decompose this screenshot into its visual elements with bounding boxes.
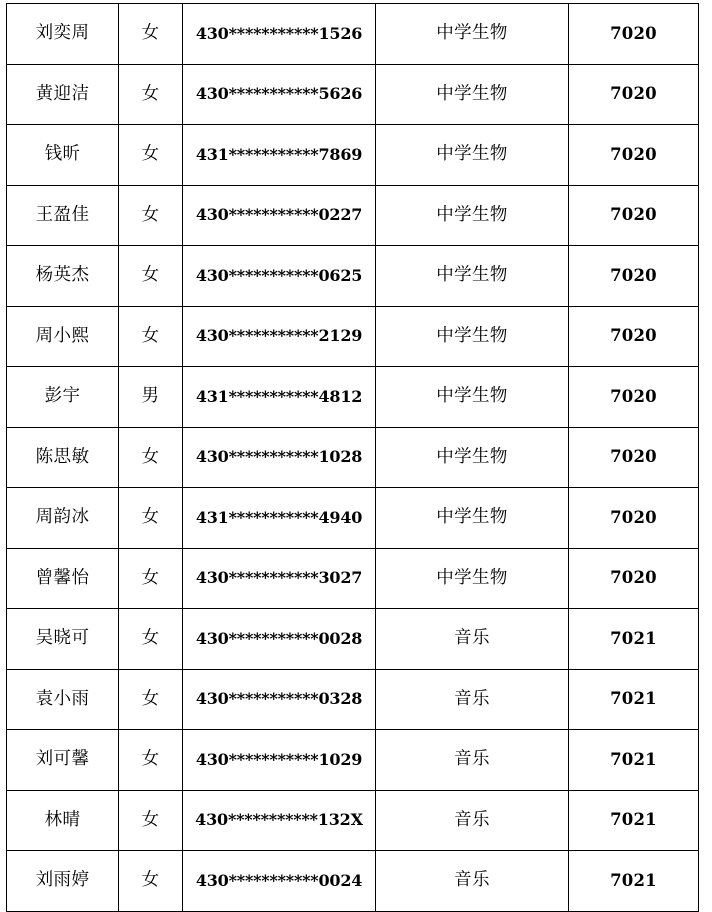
cell-masked-id-number: 430***********3027 bbox=[183, 548, 376, 609]
cell-subject: 中学生物 bbox=[376, 427, 569, 488]
cell-position-code: 7020 bbox=[569, 125, 699, 186]
table-row bbox=[7, 64, 699, 125]
cell-position-code: 7021 bbox=[569, 609, 699, 670]
cell-masked-id-number: 430***********132X bbox=[183, 790, 376, 851]
cell-gender: 女 bbox=[119, 64, 183, 125]
cell-candidate-name: 林晴 bbox=[7, 790, 119, 851]
cell-candidate-name: 周韵冰 bbox=[7, 488, 119, 549]
cell-gender: 女 bbox=[119, 427, 183, 488]
cell-gender: 女 bbox=[119, 548, 183, 609]
cell-masked-id-number: 430***********1028 bbox=[183, 427, 376, 488]
cell-masked-id-number: 430***********0328 bbox=[183, 669, 376, 730]
cell-masked-id-number: 430***********5626 bbox=[183, 64, 376, 125]
cell-masked-id-number: 430***********0028 bbox=[183, 609, 376, 670]
cell-position-code: 7020 bbox=[569, 367, 699, 428]
table-row bbox=[7, 427, 699, 488]
cell-position-code: 7020 bbox=[569, 488, 699, 549]
cell-subject: 中学生物 bbox=[376, 246, 569, 307]
cell-gender: 女 bbox=[119, 306, 183, 367]
table-row bbox=[7, 609, 699, 670]
cell-candidate-name: 陈思敏 bbox=[7, 427, 119, 488]
cell-candidate-name: 刘雨婷 bbox=[7, 851, 119, 912]
cell-candidate-name: 刘可馨 bbox=[7, 730, 119, 791]
candidate-roster-table bbox=[6, 3, 699, 912]
cell-masked-id-number: 430***********2129 bbox=[183, 306, 376, 367]
cell-subject: 中学生物 bbox=[376, 185, 569, 246]
cell-candidate-name: 袁小雨 bbox=[7, 669, 119, 730]
table-row bbox=[7, 185, 699, 246]
cell-position-code: 7021 bbox=[569, 730, 699, 791]
table-row bbox=[7, 4, 699, 65]
cell-masked-id-number: 430***********0227 bbox=[183, 185, 376, 246]
table-row bbox=[7, 790, 699, 851]
cell-masked-id-number: 431***********7869 bbox=[183, 125, 376, 186]
cell-subject: 音乐 bbox=[376, 669, 569, 730]
cell-masked-id-number: 430***********0024 bbox=[183, 851, 376, 912]
cell-candidate-name: 彭宇 bbox=[7, 367, 119, 428]
cell-gender: 女 bbox=[119, 185, 183, 246]
cell-position-code: 7020 bbox=[569, 306, 699, 367]
cell-candidate-name: 黄迎洁 bbox=[7, 64, 119, 125]
cell-candidate-name: 吴晓可 bbox=[7, 609, 119, 670]
cell-gender: 女 bbox=[119, 730, 183, 791]
cell-candidate-name: 杨英杰 bbox=[7, 246, 119, 307]
cell-subject: 音乐 bbox=[376, 851, 569, 912]
table-row bbox=[7, 548, 699, 609]
cell-gender: 女 bbox=[119, 851, 183, 912]
table-row bbox=[7, 669, 699, 730]
cell-subject: 中学生物 bbox=[376, 548, 569, 609]
cell-candidate-name: 周小熙 bbox=[7, 306, 119, 367]
table-row bbox=[7, 851, 699, 912]
cell-subject: 音乐 bbox=[376, 609, 569, 670]
roster-table-container bbox=[6, 3, 698, 896]
cell-subject: 音乐 bbox=[376, 790, 569, 851]
cell-masked-id-number: 431***********4940 bbox=[183, 488, 376, 549]
cell-position-code: 7021 bbox=[569, 790, 699, 851]
cell-candidate-name: 刘奕周 bbox=[7, 4, 119, 65]
cell-subject: 音乐 bbox=[376, 730, 569, 791]
cell-subject: 中学生物 bbox=[376, 64, 569, 125]
cell-gender: 男 bbox=[119, 367, 183, 428]
cell-gender: 女 bbox=[119, 125, 183, 186]
cell-gender: 女 bbox=[119, 790, 183, 851]
cell-gender: 女 bbox=[119, 4, 183, 65]
table-row bbox=[7, 367, 699, 428]
cell-gender: 女 bbox=[119, 488, 183, 549]
cell-position-code: 7020 bbox=[569, 185, 699, 246]
cell-subject: 中学生物 bbox=[376, 488, 569, 549]
table-row bbox=[7, 246, 699, 307]
cell-position-code: 7021 bbox=[569, 851, 699, 912]
cell-masked-id-number: 430***********1526 bbox=[183, 4, 376, 65]
cell-position-code: 7020 bbox=[569, 64, 699, 125]
cell-gender: 女 bbox=[119, 246, 183, 307]
cell-subject: 中学生物 bbox=[376, 4, 569, 65]
cell-candidate-name: 钱昕 bbox=[7, 125, 119, 186]
cell-gender: 女 bbox=[119, 669, 183, 730]
table-row bbox=[7, 125, 699, 186]
table-row bbox=[7, 488, 699, 549]
cell-gender: 女 bbox=[119, 609, 183, 670]
cell-position-code: 7021 bbox=[569, 669, 699, 730]
roster-table-body bbox=[7, 4, 699, 912]
cell-position-code: 7020 bbox=[569, 427, 699, 488]
cell-subject: 中学生物 bbox=[376, 306, 569, 367]
cell-candidate-name: 曾馨怡 bbox=[7, 548, 119, 609]
cell-position-code: 7020 bbox=[569, 548, 699, 609]
table-row bbox=[7, 306, 699, 367]
cell-masked-id-number: 430***********0625 bbox=[183, 246, 376, 307]
cell-masked-id-number: 431***********4812 bbox=[183, 367, 376, 428]
table-row bbox=[7, 730, 699, 791]
cell-position-code: 7020 bbox=[569, 246, 699, 307]
cell-candidate-name: 王盈佳 bbox=[7, 185, 119, 246]
cell-position-code: 7020 bbox=[569, 4, 699, 65]
cell-masked-id-number: 430***********1029 bbox=[183, 730, 376, 791]
cell-subject: 中学生物 bbox=[376, 125, 569, 186]
cell-subject: 中学生物 bbox=[376, 367, 569, 428]
